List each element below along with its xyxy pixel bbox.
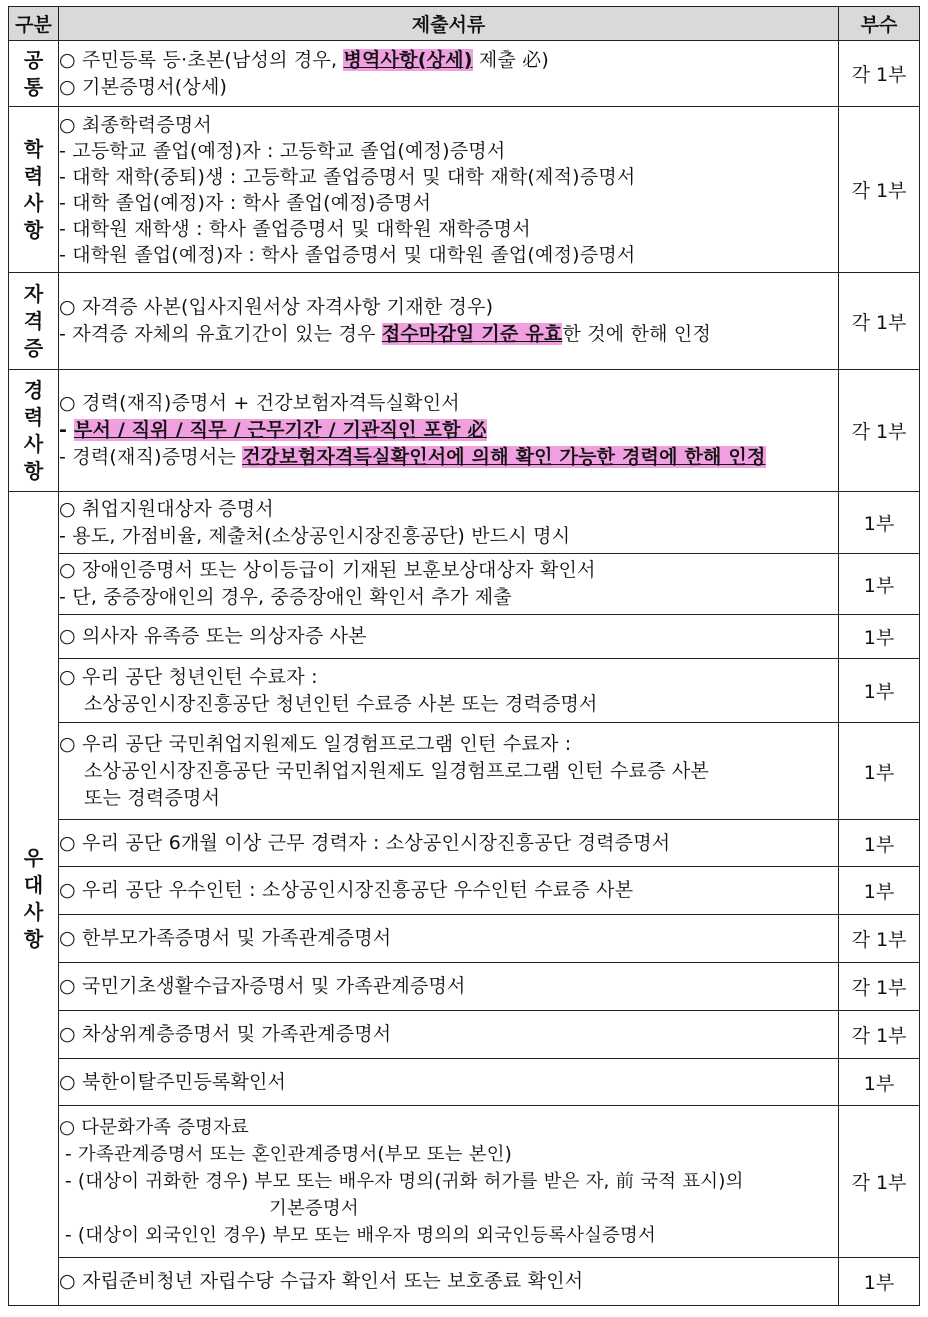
category-career: 경 력 사 항 bbox=[9, 370, 59, 492]
education-line: - 고등학교 졸업(예정)자 : 고등학교 졸업(예정)증명서 bbox=[59, 139, 506, 162]
pref-content bbox=[59, 723, 839, 820]
highlight-valid-date: 접수마감일 기준 유효 bbox=[381, 323, 563, 345]
pref-copies: 1부 bbox=[839, 1258, 920, 1306]
pref-copies: 각 1부 bbox=[839, 963, 920, 1011]
pref-content bbox=[59, 820, 839, 867]
education-line: - 대학 졸업(예정)자 : 학사 졸업(예정)증명서 bbox=[59, 191, 432, 214]
career-line-2: - 부서 / 직위 / 직무 / 근무기간 / 기관직인 포함 必 bbox=[59, 419, 487, 441]
row-education bbox=[9, 107, 920, 273]
license-line-1: ○ 자격증 사본(입사지원서상 자격사항 기재한 경우) bbox=[59, 296, 494, 318]
career-line-3: - 경력(재직)증명서는 건강보험자격득실확인서에 의해 확인 가능한 경력에 한해 인정 bbox=[59, 446, 766, 468]
pref-row bbox=[9, 659, 920, 723]
pref-row bbox=[9, 963, 920, 1011]
pref-content bbox=[59, 915, 839, 963]
pref-copies: 1부 bbox=[839, 659, 920, 723]
content-license bbox=[59, 273, 839, 370]
content-career bbox=[59, 370, 839, 492]
highlight-required-fields: 부서 / 직위 / 직무 / 근무기간 / 기관직인 포함 必 bbox=[73, 419, 487, 441]
pref-row bbox=[9, 1059, 920, 1106]
education-line: - 대학 재학(중퇴)생 : 고등학교 졸업증명서 및 대학 재학(제적)증명서 bbox=[59, 165, 636, 188]
copies-education: 각 1부 bbox=[839, 107, 920, 273]
pref-row bbox=[9, 867, 920, 915]
header-row bbox=[9, 7, 920, 41]
pref-content bbox=[59, 1258, 839, 1306]
pref-copies: 각 1부 bbox=[839, 915, 920, 963]
pref-copies: 각 1부 bbox=[839, 1106, 920, 1258]
header-category: 구분 bbox=[9, 7, 59, 41]
pref-line: ○ 우리 공단 6개월 이상 근무 경력자 : 소상공인시장진흥공단 경력증명서 bbox=[59, 831, 671, 854]
pref-copies: 1부 bbox=[839, 820, 920, 867]
pref-row bbox=[9, 1011, 920, 1059]
pref-content bbox=[59, 963, 839, 1011]
pref-line: ○ 북한이탈주민등록확인서 bbox=[59, 1070, 287, 1093]
pref-copies: 1부 bbox=[839, 554, 920, 615]
license-line-2: - 자격증 자체의 유효기간이 있는 경우 접수마감일 기준 유효한 것에 한해 인정 bbox=[59, 323, 712, 345]
pref-copies: 1부 bbox=[839, 615, 920, 659]
pref-copies: 1부 bbox=[839, 867, 920, 915]
pref-row bbox=[9, 492, 920, 554]
pref-copies: 1부 bbox=[839, 1059, 920, 1106]
pref-line: ○ 장애인증명서 또는 상이등급이 기재된 보훈보상대상자 확인서 bbox=[59, 559, 596, 581]
career-line-1: ○ 경력(재직)증명서 + 건강보험자격득실확인서 bbox=[59, 392, 460, 414]
highlight-insurance-verify: 건강보험자격득실확인서에 의해 확인 가능한 경력에 한해 인정 bbox=[242, 446, 766, 468]
education-line: - 대학원 재학생 : 학사 졸업증명서 및 대학원 재학증명서 bbox=[59, 217, 531, 240]
common-line-2: ○ 기본증명서(상세) bbox=[59, 75, 228, 98]
pref-content bbox=[59, 867, 839, 915]
row-common bbox=[9, 41, 920, 107]
pref-line: ○ 우리 공단 청년인턴 수료자 : bbox=[59, 665, 318, 688]
pref-line: ○ 국민기초생활수급자증명서 및 가족관계증명서 bbox=[59, 975, 466, 997]
pref-line: ○ 취업지원대상자 증명서 bbox=[59, 497, 274, 520]
pref-content bbox=[59, 615, 839, 659]
pref-line: ○ 의사자 유족증 또는 의상자증 사본 bbox=[59, 625, 367, 647]
pref-line: - (대상이 외국인인 경우) 부모 또는 배우자 명의의 외국인등록사실증명서 bbox=[65, 1225, 656, 1246]
pref-line: 또는 경력증명서 bbox=[84, 786, 221, 809]
highlight-military: 병역사항(상세) bbox=[343, 48, 473, 71]
header-copies: 부수 bbox=[839, 7, 920, 41]
header-documents: 제출서류 bbox=[59, 7, 839, 41]
pref-line: - (대상이 귀화한 경우) 부모 또는 배우자 명의(귀화 허가를 받은 자, 前 국적 표시)의 bbox=[65, 1171, 744, 1192]
content-common bbox=[59, 41, 839, 107]
pref-line: - 가족관계증명서 또는 혼인관계증명서(부모 또는 본인) bbox=[65, 1144, 513, 1165]
pref-copies: 1부 bbox=[839, 723, 920, 820]
pref-content bbox=[59, 659, 839, 723]
category-license: 자 격 증 bbox=[9, 273, 59, 370]
pref-line: 소상공인시장진흥공단 국민취업지원제도 일경험프로그램 인턴 수료증 사본 bbox=[84, 759, 709, 782]
copies-license: 각 1부 bbox=[839, 273, 920, 370]
pref-line: 소상공인시장진흥공단 청년인턴 수료증 사본 또는 경력증명서 bbox=[84, 692, 598, 715]
row-career bbox=[9, 370, 920, 492]
pref-line: ○ 차상위계층증명서 및 가족관계증명서 bbox=[59, 1023, 392, 1045]
content-education bbox=[59, 107, 839, 273]
pref-line: ○ 자립준비청년 자립수당 수급자 확인서 또는 보호종료 확인서 bbox=[59, 1270, 584, 1292]
pref-line: ○ 우리 공단 국민취업지원제도 일경험프로그램 인턴 수료자 : bbox=[59, 732, 572, 755]
category-education: 학 력 사 항 bbox=[9, 107, 59, 273]
education-line: ○ 최종학력증명서 bbox=[59, 113, 212, 136]
required-documents-table bbox=[8, 6, 920, 1306]
pref-content bbox=[59, 1106, 839, 1258]
pref-copies: 1부 bbox=[839, 492, 920, 554]
copies-career: 각 1부 bbox=[839, 370, 920, 492]
copies-common: 각 1부 bbox=[839, 41, 920, 107]
pref-line: - 용도, 가점비율, 제출처(소상공인시장진흥공단) 반드시 명시 bbox=[59, 524, 571, 547]
education-line: - 대학원 졸업(예정)자 : 학사 졸업증명서 및 대학원 졸업(예정)증명서 bbox=[59, 243, 636, 266]
pref-content bbox=[59, 1059, 839, 1106]
row-license bbox=[9, 273, 920, 370]
common-line-1: ○ 주민등록 등·초본(남성의 경우, 병역사항(상세) 제출 必) bbox=[59, 48, 549, 71]
pref-row bbox=[9, 1258, 920, 1306]
pref-line: ○ 다문화가족 증명자료 bbox=[59, 1117, 250, 1138]
pref-row bbox=[9, 915, 920, 963]
pref-row bbox=[9, 1106, 920, 1258]
pref-content bbox=[59, 554, 839, 615]
pref-row bbox=[9, 554, 920, 615]
pref-row bbox=[9, 723, 920, 820]
category-preference: 우 대 사 항 bbox=[9, 492, 59, 1306]
pref-line: 기본증명서 bbox=[269, 1198, 359, 1219]
pref-content bbox=[59, 492, 839, 554]
pref-line: - 단, 중증장애인의 경우, 중증장애인 확인서 추가 제출 bbox=[59, 586, 512, 608]
pref-line: ○ 우리 공단 우수인턴 : 소상공인시장진흥공단 우수인턴 수료증 사본 bbox=[59, 879, 634, 901]
pref-copies: 각 1부 bbox=[839, 1011, 920, 1059]
pref-row bbox=[9, 615, 920, 659]
pref-line: ○ 한부모가족증명서 및 가족관계증명서 bbox=[59, 927, 392, 949]
pref-row bbox=[9, 820, 920, 867]
pref-content bbox=[59, 1011, 839, 1059]
category-common: 공 통 bbox=[9, 41, 59, 107]
